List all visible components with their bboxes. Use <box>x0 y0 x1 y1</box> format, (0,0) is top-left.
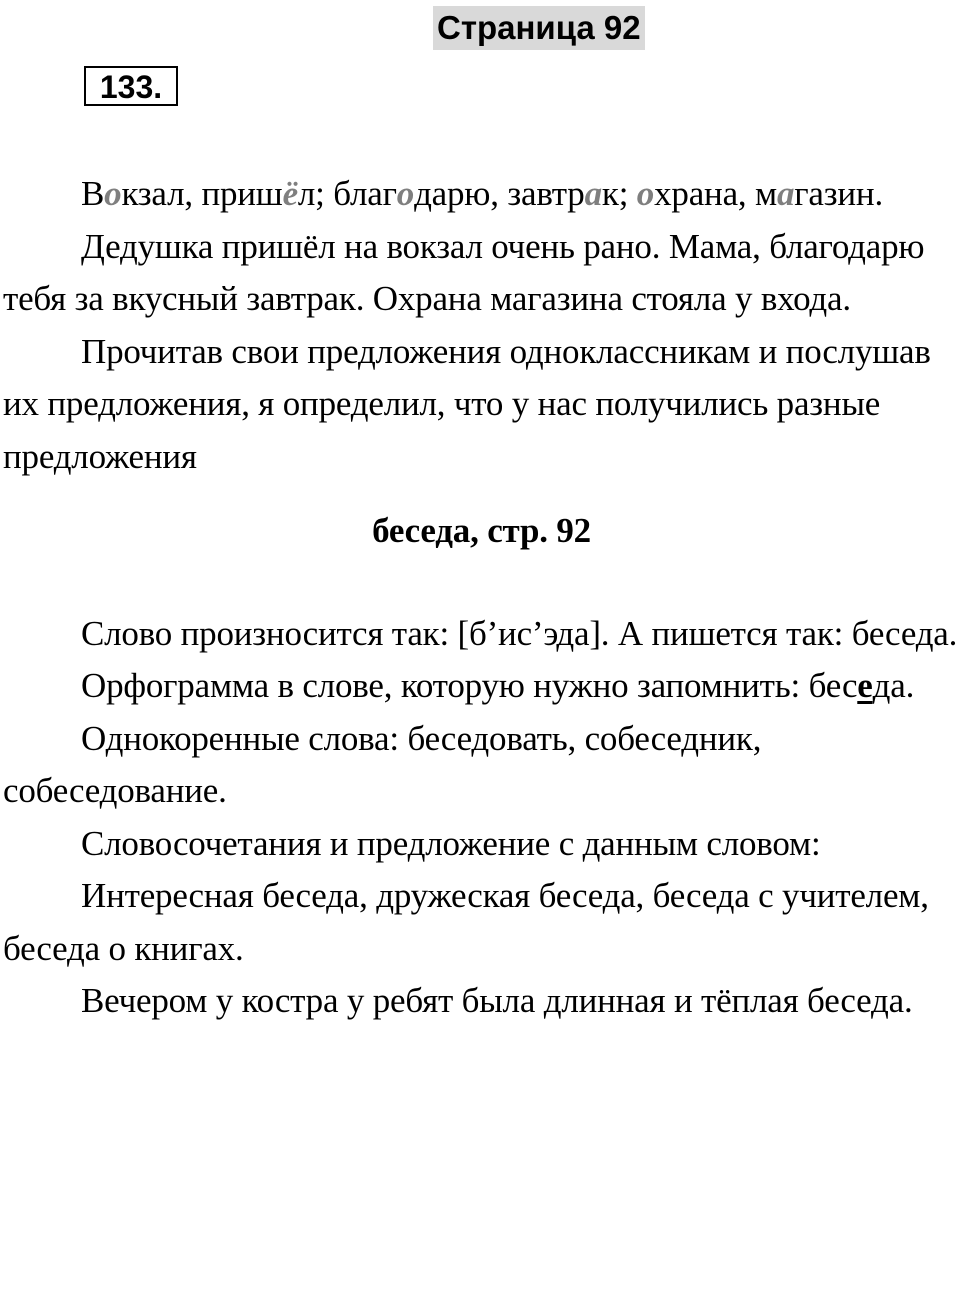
highlighted-letter: о <box>104 174 122 213</box>
highlighted-letter: о <box>636 174 655 213</box>
orthogram-word-list: Вокзал, пришёл; благодарю, завтрак; охрана, магазин. <box>81 174 884 213</box>
paragraph: Прочитав свои предложения одноклассникам и послушав их предложения, я определил, что у нас получились разные предложения <box>3 331 931 476</box>
paragraph: Дедушка пришёл на вокзал очень рано. Мама, благодарю тебя за вкусный завтрак. Охрана магазина стояла у входа. <box>3 226 925 318</box>
paragraph: Интересная беседа, дружеская беседа, беседа с учителем, беседа о книгах. <box>3 876 929 968</box>
paragraph: Орфограмма в слове, которую нужно запомнить: беседа. <box>81 666 915 705</box>
highlighted-letter: а <box>776 174 795 213</box>
highlighted-letter: ё <box>282 174 298 213</box>
page-header: Страница 92 <box>433 6 645 50</box>
content <box>3 168 960 1028</box>
paragraph: Слово произносится так: [б’ис’эда]. А пишется так: беседа. <box>81 613 958 653</box>
section-title: беседа, стр. 92 <box>372 511 591 550</box>
highlighted-letter: а <box>584 174 602 213</box>
paragraph: Однокоренные слова: беседовать, собеседник, собеседование. <box>3 718 762 810</box>
underlined-letter: е <box>857 666 873 705</box>
paragraph: Вечером у костра у ребят была длинная и тёплая беседа. <box>81 981 913 1020</box>
paragraph: Словосочетания и предложение с данным словом: <box>81 823 821 863</box>
exercise-number: 133. <box>84 66 178 106</box>
highlighted-letter: о <box>396 174 415 213</box>
